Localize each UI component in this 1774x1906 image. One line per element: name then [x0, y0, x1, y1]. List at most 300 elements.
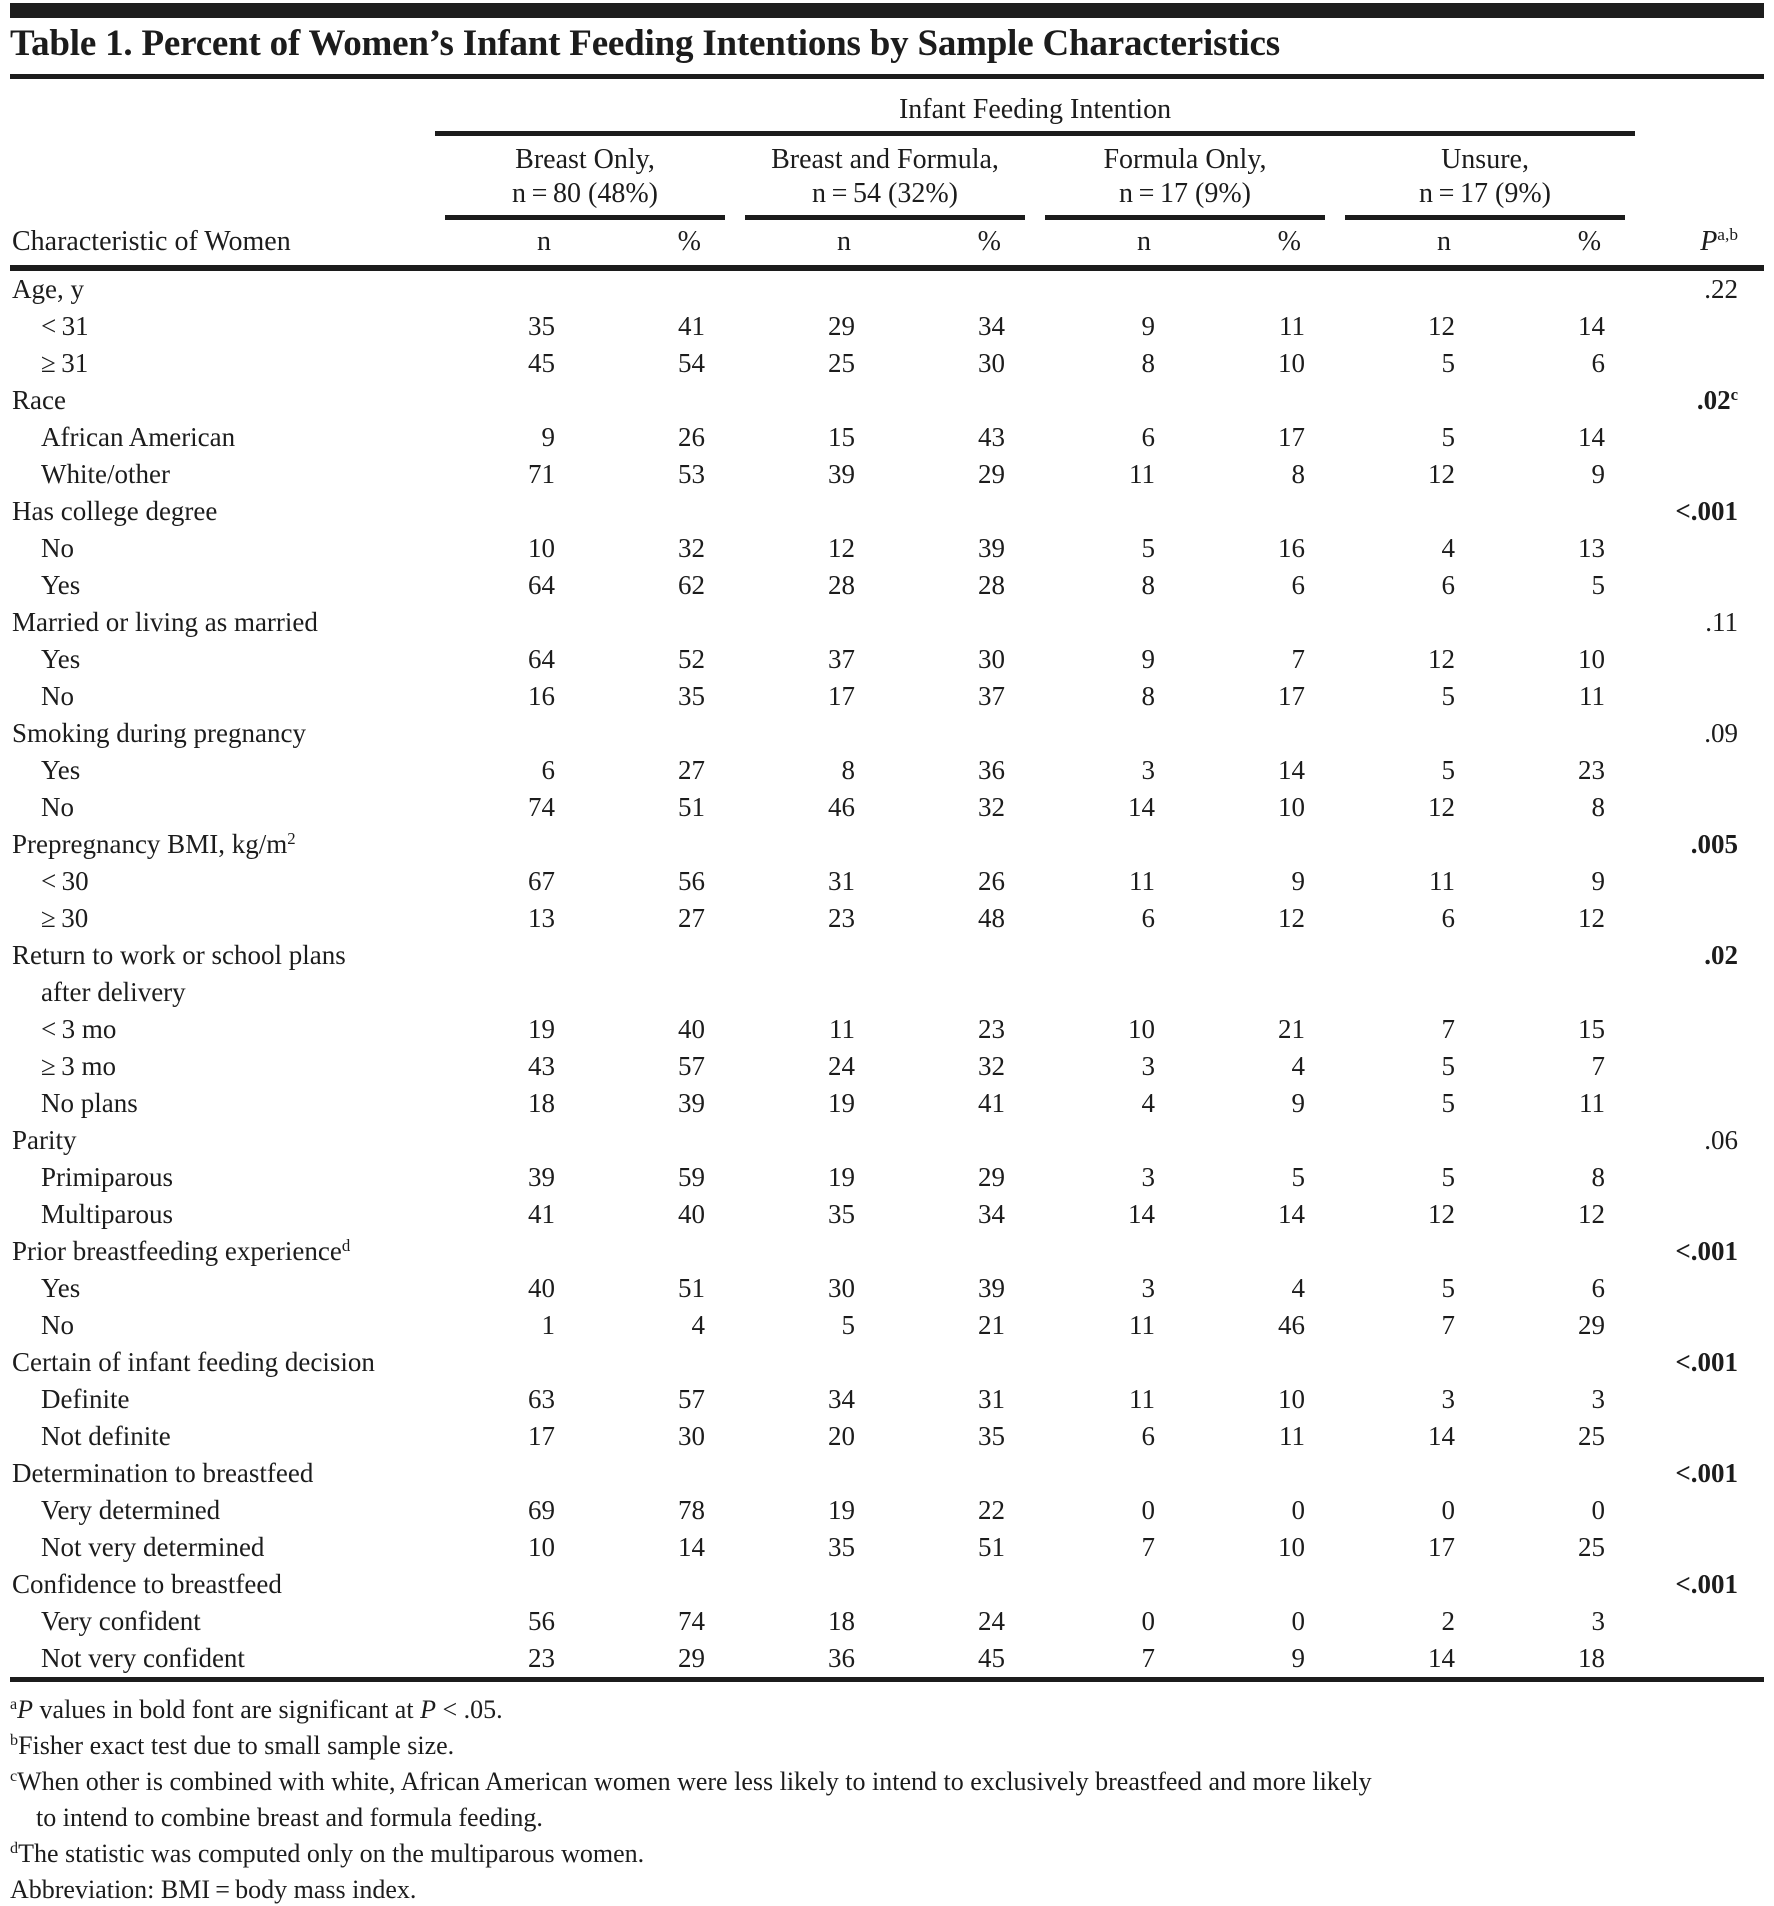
- value-cell: 29: [1578, 1310, 1606, 1340]
- characteristics-table: [10, 93, 1764, 1682]
- value-cell: [1035, 974, 1185, 1011]
- table-row-sub: [10, 308, 1764, 345]
- value-cell: 12: [1428, 644, 1455, 674]
- value-cell: [1485, 1455, 1635, 1492]
- value-cell: [735, 826, 885, 863]
- value-cell: [1185, 604, 1335, 641]
- table-row-category: [10, 1455, 1764, 1492]
- value-cell: 19: [528, 1014, 555, 1044]
- value-cell: 54: [678, 348, 705, 378]
- p-column-header: [1635, 220, 1764, 268]
- p-value-cell: [1635, 1159, 1764, 1196]
- value-cell: 35: [828, 1532, 855, 1562]
- footnote-text: to intend to combine breast and formula feeding.: [36, 1803, 543, 1832]
- value-cell: [735, 715, 885, 752]
- p-value-cell: .02$^c$: [1696, 384, 1739, 415]
- value-cell: 78: [678, 1495, 705, 1525]
- value-cell: 7: [1441, 1014, 1455, 1044]
- value-cell: 11: [1579, 1088, 1606, 1118]
- value-cell: 12: [828, 533, 855, 563]
- footnote-text: The statistic was computed only on the multiparous women.: [18, 1839, 645, 1868]
- value-cell: [435, 1233, 585, 1270]
- p-value-cell: [1635, 752, 1764, 789]
- value-cell: [1185, 1455, 1335, 1492]
- value-cell: [1185, 974, 1335, 1011]
- value-cell: [435, 937, 585, 974]
- p-value-cell: [1635, 308, 1764, 345]
- value-cell: [885, 937, 1035, 974]
- characteristic-cell: Prior breastfeeding experience$^d$: [12, 1235, 351, 1266]
- value-cell: 3: [1441, 1384, 1455, 1414]
- value-cell: 39: [678, 1088, 705, 1118]
- value-cell: 25: [1578, 1532, 1606, 1562]
- value-cell: 51: [678, 792, 705, 822]
- table-row-sub: [10, 567, 1764, 604]
- value-cell: 35: [528, 311, 555, 341]
- value-cell: 9: [1291, 1088, 1305, 1118]
- table-row-sub: [10, 1085, 1764, 1122]
- value-cell: 10: [1278, 1384, 1305, 1414]
- group-unsure: [1335, 134, 1635, 221]
- value-cell: [1485, 826, 1635, 863]
- value-cell: 23: [528, 1643, 555, 1673]
- p-value-cell: [1635, 530, 1764, 567]
- table-row-category: [10, 826, 1764, 863]
- characteristic-cell: No: [41, 1310, 74, 1340]
- value-cell: 5: [1441, 1088, 1455, 1118]
- value-cell: 14: [1278, 1199, 1305, 1229]
- value-cell: [735, 1344, 885, 1381]
- value-cell: 56: [678, 866, 705, 896]
- characteristic-cell: Has college degree: [12, 496, 218, 526]
- value-cell: 17: [1278, 422, 1305, 452]
- footnotes: [10, 1692, 1764, 1906]
- value-cell: 39: [528, 1162, 555, 1192]
- value-cell: [435, 493, 585, 530]
- value-cell: 27: [678, 755, 705, 785]
- table-row-cont: [10, 974, 1764, 1011]
- value-cell: [1335, 1122, 1485, 1159]
- value-cell: 13: [528, 903, 555, 933]
- p-superscript: c: [1730, 384, 1739, 404]
- value-cell: 57: [678, 1384, 705, 1414]
- characteristic-cell: Age, y: [12, 274, 84, 304]
- group-breast-only-rule: [445, 136, 725, 220]
- value-cell: 10: [528, 1532, 555, 1562]
- value-cell: 4: [1291, 1273, 1305, 1303]
- table-row-category: [10, 715, 1764, 752]
- value-cell: [735, 493, 885, 530]
- table-row-sub: [10, 1159, 1764, 1196]
- p-value-cell: [1635, 1196, 1764, 1233]
- spanner-spacer-left: [10, 93, 435, 134]
- p-superscript: a,b: [1717, 225, 1739, 245]
- pct-column-header: %: [885, 220, 1035, 268]
- value-cell: 36: [978, 755, 1005, 785]
- value-cell: [885, 493, 1035, 530]
- characteristic-cell: Yes: [41, 570, 81, 600]
- value-cell: [1335, 1344, 1485, 1381]
- value-cell: 5: [1591, 570, 1606, 600]
- table-row-category: [10, 604, 1764, 641]
- group-count: n = 17 (9%): [1119, 178, 1251, 209]
- table-row-sub: [10, 678, 1764, 715]
- value-cell: [1035, 826, 1185, 863]
- value-cell: [1335, 937, 1485, 974]
- value-cell: 15: [828, 422, 855, 452]
- value-cell: 30: [978, 644, 1005, 674]
- value-cell: 28: [828, 570, 855, 600]
- value-cell: 18: [528, 1088, 555, 1118]
- p-value-cell: [1635, 1529, 1764, 1566]
- value-cell: [735, 1122, 885, 1159]
- value-cell: 59: [678, 1162, 705, 1192]
- value-cell: [1485, 974, 1635, 1011]
- characteristic-cell: Not definite: [41, 1421, 171, 1451]
- value-cell: 16: [528, 681, 555, 711]
- value-cell: 6: [1591, 348, 1606, 378]
- p-value-cell: [1635, 1048, 1764, 1085]
- value-cell: 2: [1441, 1606, 1455, 1636]
- value-cell: 8: [1141, 570, 1155, 600]
- p-value-cell: <.001: [1675, 496, 1739, 526]
- value-cell: 69: [528, 1495, 555, 1525]
- value-cell: [435, 1455, 585, 1492]
- value-cell: [435, 826, 585, 863]
- value-cell: 19: [828, 1088, 855, 1118]
- spanner-row: [10, 93, 1764, 134]
- characteristic-cell: < 31: [41, 311, 89, 341]
- value-cell: [585, 493, 735, 530]
- value-cell: 14: [1428, 1421, 1455, 1451]
- value-cell: 14: [1278, 755, 1305, 785]
- value-cell: 40: [678, 1199, 705, 1229]
- value-cell: 11: [1279, 1421, 1305, 1451]
- value-cell: 51: [678, 1273, 705, 1303]
- n-column-header: n: [1335, 220, 1485, 268]
- value-cell: [885, 268, 1035, 308]
- value-cell: 56: [528, 1606, 555, 1636]
- value-cell: 36: [828, 1643, 855, 1673]
- value-cell: 5: [1441, 1273, 1455, 1303]
- value-cell: [1335, 826, 1485, 863]
- footnote-text: < .05.: [435, 1695, 503, 1724]
- value-cell: 0: [1141, 1606, 1155, 1636]
- value-cell: 6: [1141, 422, 1155, 452]
- characteristic-cell: No: [41, 681, 74, 711]
- value-cell: 5: [1441, 348, 1455, 378]
- value-cell: [585, 974, 735, 1011]
- n-column-header: n: [435, 220, 585, 268]
- value-cell: [585, 1233, 735, 1270]
- group-name: Unsure,: [1441, 144, 1529, 175]
- value-cell: 43: [528, 1051, 555, 1081]
- value-cell: 7: [1591, 1051, 1606, 1081]
- value-cell: [1335, 715, 1485, 752]
- value-cell: 14: [1128, 792, 1155, 822]
- value-cell: 0: [1141, 1495, 1155, 1525]
- value-cell: [1035, 493, 1185, 530]
- value-cell: 30: [978, 348, 1005, 378]
- value-cell: [1035, 1344, 1185, 1381]
- value-cell: [585, 937, 735, 974]
- value-cell: 5: [841, 1310, 855, 1340]
- value-cell: 32: [978, 1051, 1005, 1081]
- table-row-category: [10, 1122, 1764, 1159]
- value-cell: 4: [691, 1310, 705, 1340]
- value-cell: 74: [528, 792, 555, 822]
- value-cell: [585, 604, 735, 641]
- p-value-cell: [1635, 1381, 1764, 1418]
- value-cell: 6: [1441, 570, 1455, 600]
- value-cell: 9: [1291, 1643, 1305, 1673]
- value-cell: 32: [678, 533, 705, 563]
- value-cell: [1485, 1344, 1635, 1381]
- characteristic-cell: < 30: [41, 866, 89, 896]
- spanner-spacer-right: [1635, 93, 1764, 134]
- characteristic-cell: Yes: [41, 755, 81, 785]
- characteristic-cell: White/other: [41, 459, 170, 489]
- value-cell: [435, 604, 585, 641]
- table-row-category: [10, 382, 1764, 419]
- value-cell: 8: [1591, 1162, 1606, 1192]
- characteristic-cell: Yes: [41, 1273, 81, 1303]
- value-cell: [735, 382, 885, 419]
- characteristic-cell: Very determined: [41, 1495, 221, 1525]
- value-cell: 23: [828, 903, 855, 933]
- value-cell: [1485, 1566, 1635, 1603]
- value-cell: [1035, 382, 1185, 419]
- value-cell: [435, 268, 585, 308]
- value-cell: [1485, 604, 1635, 641]
- group-spacer-left: [10, 134, 435, 221]
- value-cell: [1185, 493, 1335, 530]
- value-cell: [1185, 715, 1335, 752]
- group-name: Breast and Formula,: [771, 144, 999, 175]
- value-cell: [735, 604, 885, 641]
- value-cell: 4: [1441, 533, 1455, 563]
- value-cell: [885, 1233, 1035, 1270]
- p-value-cell: .09: [1704, 718, 1739, 748]
- value-cell: 3: [1591, 1606, 1606, 1636]
- value-cell: 29: [828, 311, 855, 341]
- table-row-category: [10, 937, 1764, 974]
- value-cell: 45: [978, 1643, 1005, 1673]
- value-cell: [1335, 974, 1485, 1011]
- value-cell: [735, 1233, 885, 1270]
- value-cell: [885, 1566, 1035, 1603]
- value-cell: 30: [678, 1421, 705, 1451]
- value-cell: [585, 1122, 735, 1159]
- value-cell: [1335, 382, 1485, 419]
- column-header-row: [10, 220, 1764, 268]
- value-cell: 12: [1428, 311, 1455, 341]
- table-row-sub: [10, 530, 1764, 567]
- value-cell: [1485, 715, 1635, 752]
- value-cell: [585, 1344, 735, 1381]
- value-cell: [1485, 493, 1635, 530]
- table-row-sub: [10, 1418, 1764, 1455]
- value-cell: 5: [1441, 681, 1455, 711]
- value-cell: 25: [1578, 1421, 1606, 1451]
- characteristic-cell: Yes: [41, 644, 81, 674]
- value-cell: 0: [1591, 1495, 1606, 1525]
- characteristic-cell: Return to work or school plans: [12, 940, 346, 970]
- value-cell: 37: [978, 681, 1005, 711]
- pct-column-header: %: [1185, 220, 1335, 268]
- value-cell: [735, 937, 885, 974]
- value-cell: 9: [1591, 866, 1606, 896]
- table-row-sub: [10, 1048, 1764, 1085]
- value-cell: [585, 382, 735, 419]
- value-cell: 14: [678, 1532, 705, 1562]
- value-cell: 26: [978, 866, 1005, 896]
- p-value-cell: [1635, 1011, 1764, 1048]
- value-cell: 3: [1591, 1384, 1606, 1414]
- value-cell: 17: [1278, 681, 1305, 711]
- group-count: n = 54 (32%): [812, 178, 958, 209]
- group-breast-only: [435, 134, 735, 221]
- value-cell: [1335, 493, 1485, 530]
- value-cell: 6: [1291, 570, 1305, 600]
- p-value-cell: [1635, 1418, 1764, 1455]
- value-cell: 19: [828, 1495, 855, 1525]
- table-row-category: [10, 268, 1764, 308]
- pct-column-header: %: [585, 220, 735, 268]
- value-cell: [435, 715, 585, 752]
- value-cell: 35: [978, 1421, 1005, 1451]
- group-breast-and-formula-rule: [745, 136, 1025, 220]
- value-cell: 11: [1129, 1310, 1155, 1340]
- characteristic-cell: Parity: [12, 1125, 77, 1155]
- value-cell: [1035, 1455, 1185, 1492]
- table-row-category: [10, 1566, 1764, 1603]
- value-cell: 10: [1578, 644, 1606, 674]
- value-cell: 12: [1428, 459, 1455, 489]
- characteristic-cell: No: [41, 533, 74, 563]
- table-row-sub: [10, 1529, 1764, 1566]
- footnote-text: Fisher exact test due to small sample size.: [18, 1731, 455, 1760]
- value-cell: [1035, 268, 1185, 308]
- value-cell: 17: [828, 681, 855, 711]
- footnote-b: [10, 1728, 1764, 1764]
- group-breast-and-formula: [735, 134, 1035, 221]
- group-count: n = 80 (48%): [512, 178, 658, 209]
- value-cell: [435, 1344, 585, 1381]
- value-cell: [1485, 382, 1635, 419]
- value-cell: 5: [1141, 533, 1155, 563]
- value-cell: [435, 1566, 585, 1603]
- value-cell: 14: [1578, 311, 1606, 341]
- value-cell: [1335, 1455, 1485, 1492]
- value-cell: 12: [1578, 903, 1606, 933]
- value-cell: 35: [828, 1199, 855, 1229]
- p-value-cell: <.001: [1675, 1458, 1739, 1488]
- p-value-cell: [1635, 974, 1764, 1011]
- value-cell: [735, 1566, 885, 1603]
- characteristic-cell: No plans: [41, 1088, 138, 1118]
- p-value-cell: .06: [1704, 1125, 1739, 1155]
- value-cell: 6: [1141, 1421, 1155, 1451]
- group-unsure-rule: [1345, 136, 1625, 220]
- value-cell: [1485, 1233, 1635, 1270]
- value-cell: [735, 1455, 885, 1492]
- value-cell: 21: [978, 1310, 1005, 1340]
- p-value-cell: [1635, 789, 1764, 826]
- group-header-row: [10, 134, 1764, 221]
- value-cell: [735, 974, 885, 1011]
- characteristic-cell: Determination to breastfeed: [12, 1458, 314, 1488]
- value-cell: [1035, 604, 1185, 641]
- value-cell: 29: [678, 1643, 705, 1673]
- footnote-marker: a: [10, 1696, 18, 1714]
- table-title: Table 1. Percent of Women’s Infant Feeding Intentions by Sample Characteristics: [10, 18, 1764, 79]
- group-name: Breast Only,: [515, 144, 655, 175]
- characteristic-cell: Confidence to breastfeed: [12, 1569, 282, 1599]
- value-cell: [1185, 1566, 1335, 1603]
- value-cell: 1: [541, 1310, 555, 1340]
- value-cell: 0: [1291, 1495, 1305, 1525]
- value-cell: 62: [678, 570, 705, 600]
- value-cell: 27: [678, 903, 705, 933]
- value-cell: 6: [1441, 903, 1455, 933]
- spanner-heading: Infant Feeding Intention: [435, 93, 1635, 134]
- p-label: P: [1700, 226, 1718, 257]
- value-cell: [1185, 826, 1335, 863]
- table-row-sub: [10, 419, 1764, 456]
- p-value-cell: .11: [1705, 607, 1739, 637]
- value-cell: 8: [1141, 348, 1155, 378]
- p-value-cell: [1635, 1307, 1764, 1344]
- value-cell: 10: [1278, 348, 1305, 378]
- value-cell: 4: [1291, 1051, 1305, 1081]
- value-cell: 28: [978, 570, 1005, 600]
- value-cell: [435, 1122, 585, 1159]
- value-cell: 3: [1141, 755, 1155, 785]
- footnote-text: values in bold font are significant at: [33, 1695, 421, 1724]
- value-cell: 4: [1141, 1088, 1155, 1118]
- value-cell: 46: [1278, 1310, 1305, 1340]
- p-value-cell: [1635, 1492, 1764, 1529]
- value-cell: 37: [828, 644, 855, 674]
- value-cell: [1035, 1122, 1185, 1159]
- value-cell: 17: [1428, 1532, 1455, 1562]
- value-cell: 7: [1291, 644, 1305, 674]
- value-cell: [735, 268, 885, 308]
- value-cell: 23: [978, 1014, 1005, 1044]
- footnote-a: [10, 1692, 1764, 1728]
- value-cell: 6: [1591, 1273, 1606, 1303]
- value-cell: 32: [978, 792, 1005, 822]
- footnote-marker: c: [10, 1768, 18, 1786]
- value-cell: [885, 715, 1035, 752]
- value-cell: 39: [978, 533, 1005, 563]
- value-cell: 23: [1578, 755, 1606, 785]
- value-cell: 18: [828, 1606, 855, 1636]
- value-cell: 14: [1128, 1199, 1155, 1229]
- value-cell: 0: [1291, 1606, 1305, 1636]
- value-cell: [885, 382, 1035, 419]
- label-superscript: d: [341, 1235, 351, 1255]
- table-row-category: [10, 493, 1764, 530]
- value-cell: 8: [841, 755, 855, 785]
- n-column-header: n: [1035, 220, 1185, 268]
- value-cell: 22: [978, 1495, 1005, 1525]
- table-row-sub: [10, 1381, 1764, 1418]
- table-row-sub: [10, 1492, 1764, 1529]
- table-row-category: [10, 1344, 1764, 1381]
- value-cell: [1185, 1122, 1335, 1159]
